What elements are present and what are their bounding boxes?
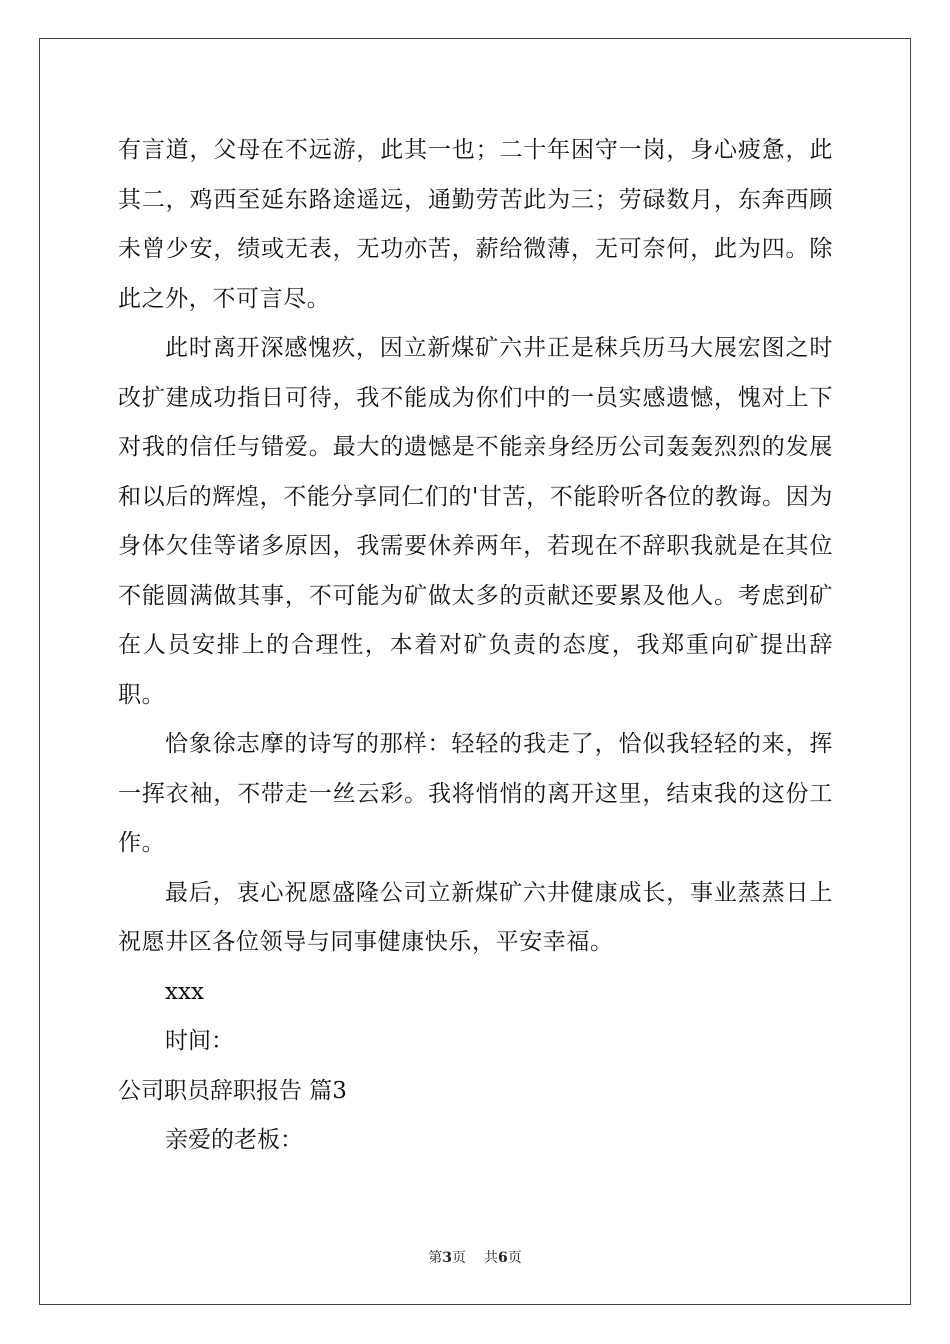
total-suffix: 页 [507,1250,522,1266]
paragraph: 此时离开深感愧疚，因立新煤矿六井正是秣兵历马大展宏图之时改扩建成功指日可待，我不能成为你们中的一员实感遗憾，愧对上下对我的信任与错爱。最大的遗憾是不能亲身经历公司轰轰烈烈的发展和以后的辉煌，不能分享同仁们的'甘苦，不能聆听各位的教诲。因为身体欠佳等诸多原因，我需要休养两年，若现在不辞职我就是在其位不能圆满做其事，不可能为矿做太多的贡献还要累及他人。考虑到矿在人员安排上的合理性，本着对矿负责的态度，我郑重向矿提出辞职。 [118,335,833,708]
paragraph: 有言道，父母在不远游，此其一也；二十年困守一岗，身心疲惫，此其二，鸡西至延东路途遥远，通勤劳苦此为三；劳碌数月，东奔西顾未曾少安，绩或无表，无功亦苦，薪给微薄，无可奈何，此为四。除此之外，不可言尽。 [118,137,833,312]
total-prefix: 共 [484,1250,498,1266]
salutation: 亲爱的老板： [165,1127,303,1153]
page-prefix: 第 [428,1250,443,1266]
total-pages: 6 [498,1250,508,1266]
paragraph: 最后，衷心祝愿盛隆公司立新煤矿六井健康成长，事业蒸蒸日上祝愿井区各位领导与同事健康快乐，平安幸福。 [118,879,833,955]
page-suffix: 页 [452,1250,466,1266]
section-title: 公司职员辞职报告 篇3 [118,1077,347,1104]
paragraph: 恰象徐志摩的诗写的那样：轻轻的我走了，恰似我轻轻的来，挥一挥衣袖，不带走一丝云彩。我将悄悄的离开这里，结束我的这份工作。 [118,731,833,856]
page-number: 3 [442,1250,452,1266]
date-label: 时间： [165,1028,234,1054]
signature: xxx [165,978,204,1005]
page-footer [0,1247,950,1267]
document-body [118,126,833,1166]
